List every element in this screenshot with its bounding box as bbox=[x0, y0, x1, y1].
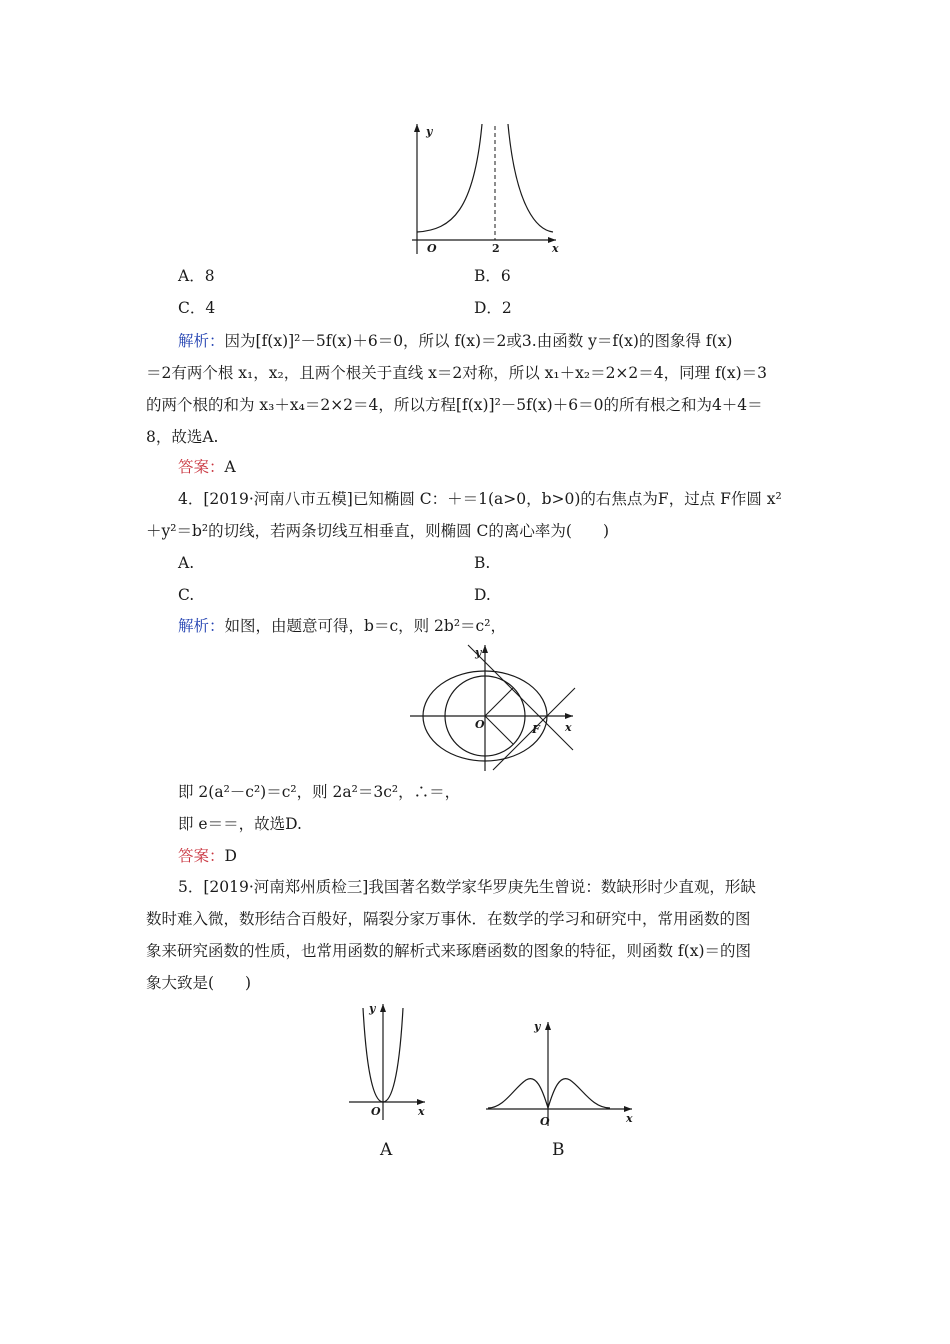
figure-option-a-graph bbox=[345, 1000, 430, 1122]
q4-stem-line1: 4．[2019·河南八市五模]已知椭圆 C：＋＝1(a>0，b>0)的右焦点为F，过点 F作圆 x² bbox=[178, 490, 782, 508]
y-axis-arrow bbox=[545, 1022, 551, 1030]
origin-label: O bbox=[371, 1105, 381, 1118]
q4-analysis-line2: 即 2(a²－c²)＝c²，则 2a²＝3c²，∴＝， bbox=[178, 783, 461, 801]
radius-2 bbox=[485, 716, 513, 744]
q5-stem-line4: 象大致是( ) bbox=[146, 974, 252, 992]
x-axis-arrow bbox=[565, 713, 573, 719]
answer-label: 答案： bbox=[178, 458, 225, 476]
radius-1 bbox=[485, 688, 513, 716]
y-axis-arrow bbox=[380, 1004, 386, 1012]
answer-value: D bbox=[224, 847, 237, 865]
origin-label: O bbox=[540, 1115, 550, 1128]
q4-option-b: B. bbox=[474, 554, 491, 572]
x-label: x bbox=[418, 1105, 425, 1118]
y-label: y bbox=[426, 125, 433, 138]
q4-analysis-line3: 即 e＝＝，故选D. bbox=[178, 815, 302, 833]
x-label: x bbox=[626, 1112, 633, 1125]
q3-option-c: C．4 bbox=[178, 299, 216, 317]
q5-stem-line1: 5．[2019·河南郑州质检三]我国著名数学家华罗庚先生曾说：数缺形时少直观，形缺 bbox=[178, 878, 756, 896]
figure-a-caption: A bbox=[380, 1140, 393, 1160]
q4-stem-line2: ＋y²＝b²的切线，若两条切线互相垂直，则椭圆 C的离心率为( ) bbox=[146, 522, 609, 540]
q4-analysis-text1: 如图，由题意可得，b＝c，则 2b²＝c²， bbox=[224, 617, 506, 635]
figure-b-caption: B bbox=[552, 1140, 565, 1160]
origin-label: O bbox=[427, 242, 437, 255]
y-label: y bbox=[534, 1020, 541, 1033]
left-branch bbox=[417, 124, 482, 232]
x-label: x bbox=[565, 721, 572, 734]
q3-analysis-line1 bbox=[178, 331, 732, 351]
right-branch bbox=[508, 124, 553, 232]
figure-symmetric-graph bbox=[412, 120, 562, 256]
q5-stem-line2: 数时难入微，数形结合百般好，隔裂分家万事休．在数学的学习和研究中，常用函数的图 bbox=[146, 910, 751, 928]
q3-analysis-text1: 因为[f(x)]²－5f(x)＋6＝0，所以 f(x)＝2或3.由函数 y＝f(x)的图象得 f(x) bbox=[224, 332, 733, 350]
q3-analysis-line4: 8，故选A. bbox=[146, 428, 219, 446]
q4-option-a: A. bbox=[178, 554, 195, 572]
figure-option-b-graph bbox=[484, 1018, 639, 1128]
q3-option-b: B．6 bbox=[474, 267, 511, 285]
q5-stem-line3: 象来研究函数的性质，也常用函数的解析式来琢磨函数的图象的特征，则函数 f(x)＝的图 bbox=[146, 942, 752, 960]
q3-analysis-line3: 的两个根的和为 x₃＋x₄＝2×2＝4，所以方程[f(x)]²－5f(x)＋6＝0的所有根之和为4＋4＝ bbox=[146, 396, 763, 414]
answer-value: A bbox=[224, 458, 236, 476]
q3-analysis-line2: ＝2有两个根 x₁，x₂，且两个根关于直线 x＝2对称，所以 x₁＋x₂＝2×2＝4，同理 f(x)＝3 bbox=[146, 364, 768, 382]
q4-option-c: C. bbox=[178, 586, 195, 604]
analysis-label: 解析： bbox=[178, 332, 225, 350]
y-label: y bbox=[475, 646, 482, 659]
origin-label: O bbox=[475, 718, 485, 731]
x-label: x bbox=[552, 242, 559, 255]
answer-label: 答案： bbox=[178, 847, 225, 865]
two-hump-curve bbox=[488, 1079, 610, 1108]
q3-answer bbox=[178, 457, 236, 477]
y-axis-arrow bbox=[414, 124, 420, 132]
focus-label: F bbox=[532, 723, 540, 736]
analysis-label: 解析： bbox=[178, 617, 225, 635]
y-axis-arrow bbox=[482, 645, 488, 653]
q4-option-d: D. bbox=[474, 586, 491, 604]
figure-ellipse-tangents bbox=[405, 643, 585, 773]
y-label: y bbox=[369, 1002, 376, 1015]
q3-option-d: D．2 bbox=[474, 299, 512, 317]
q4-analysis-line1 bbox=[178, 616, 506, 636]
tick-label: 2 bbox=[492, 242, 500, 255]
q3-option-a: A．8 bbox=[178, 267, 215, 285]
q4-answer bbox=[178, 846, 237, 866]
